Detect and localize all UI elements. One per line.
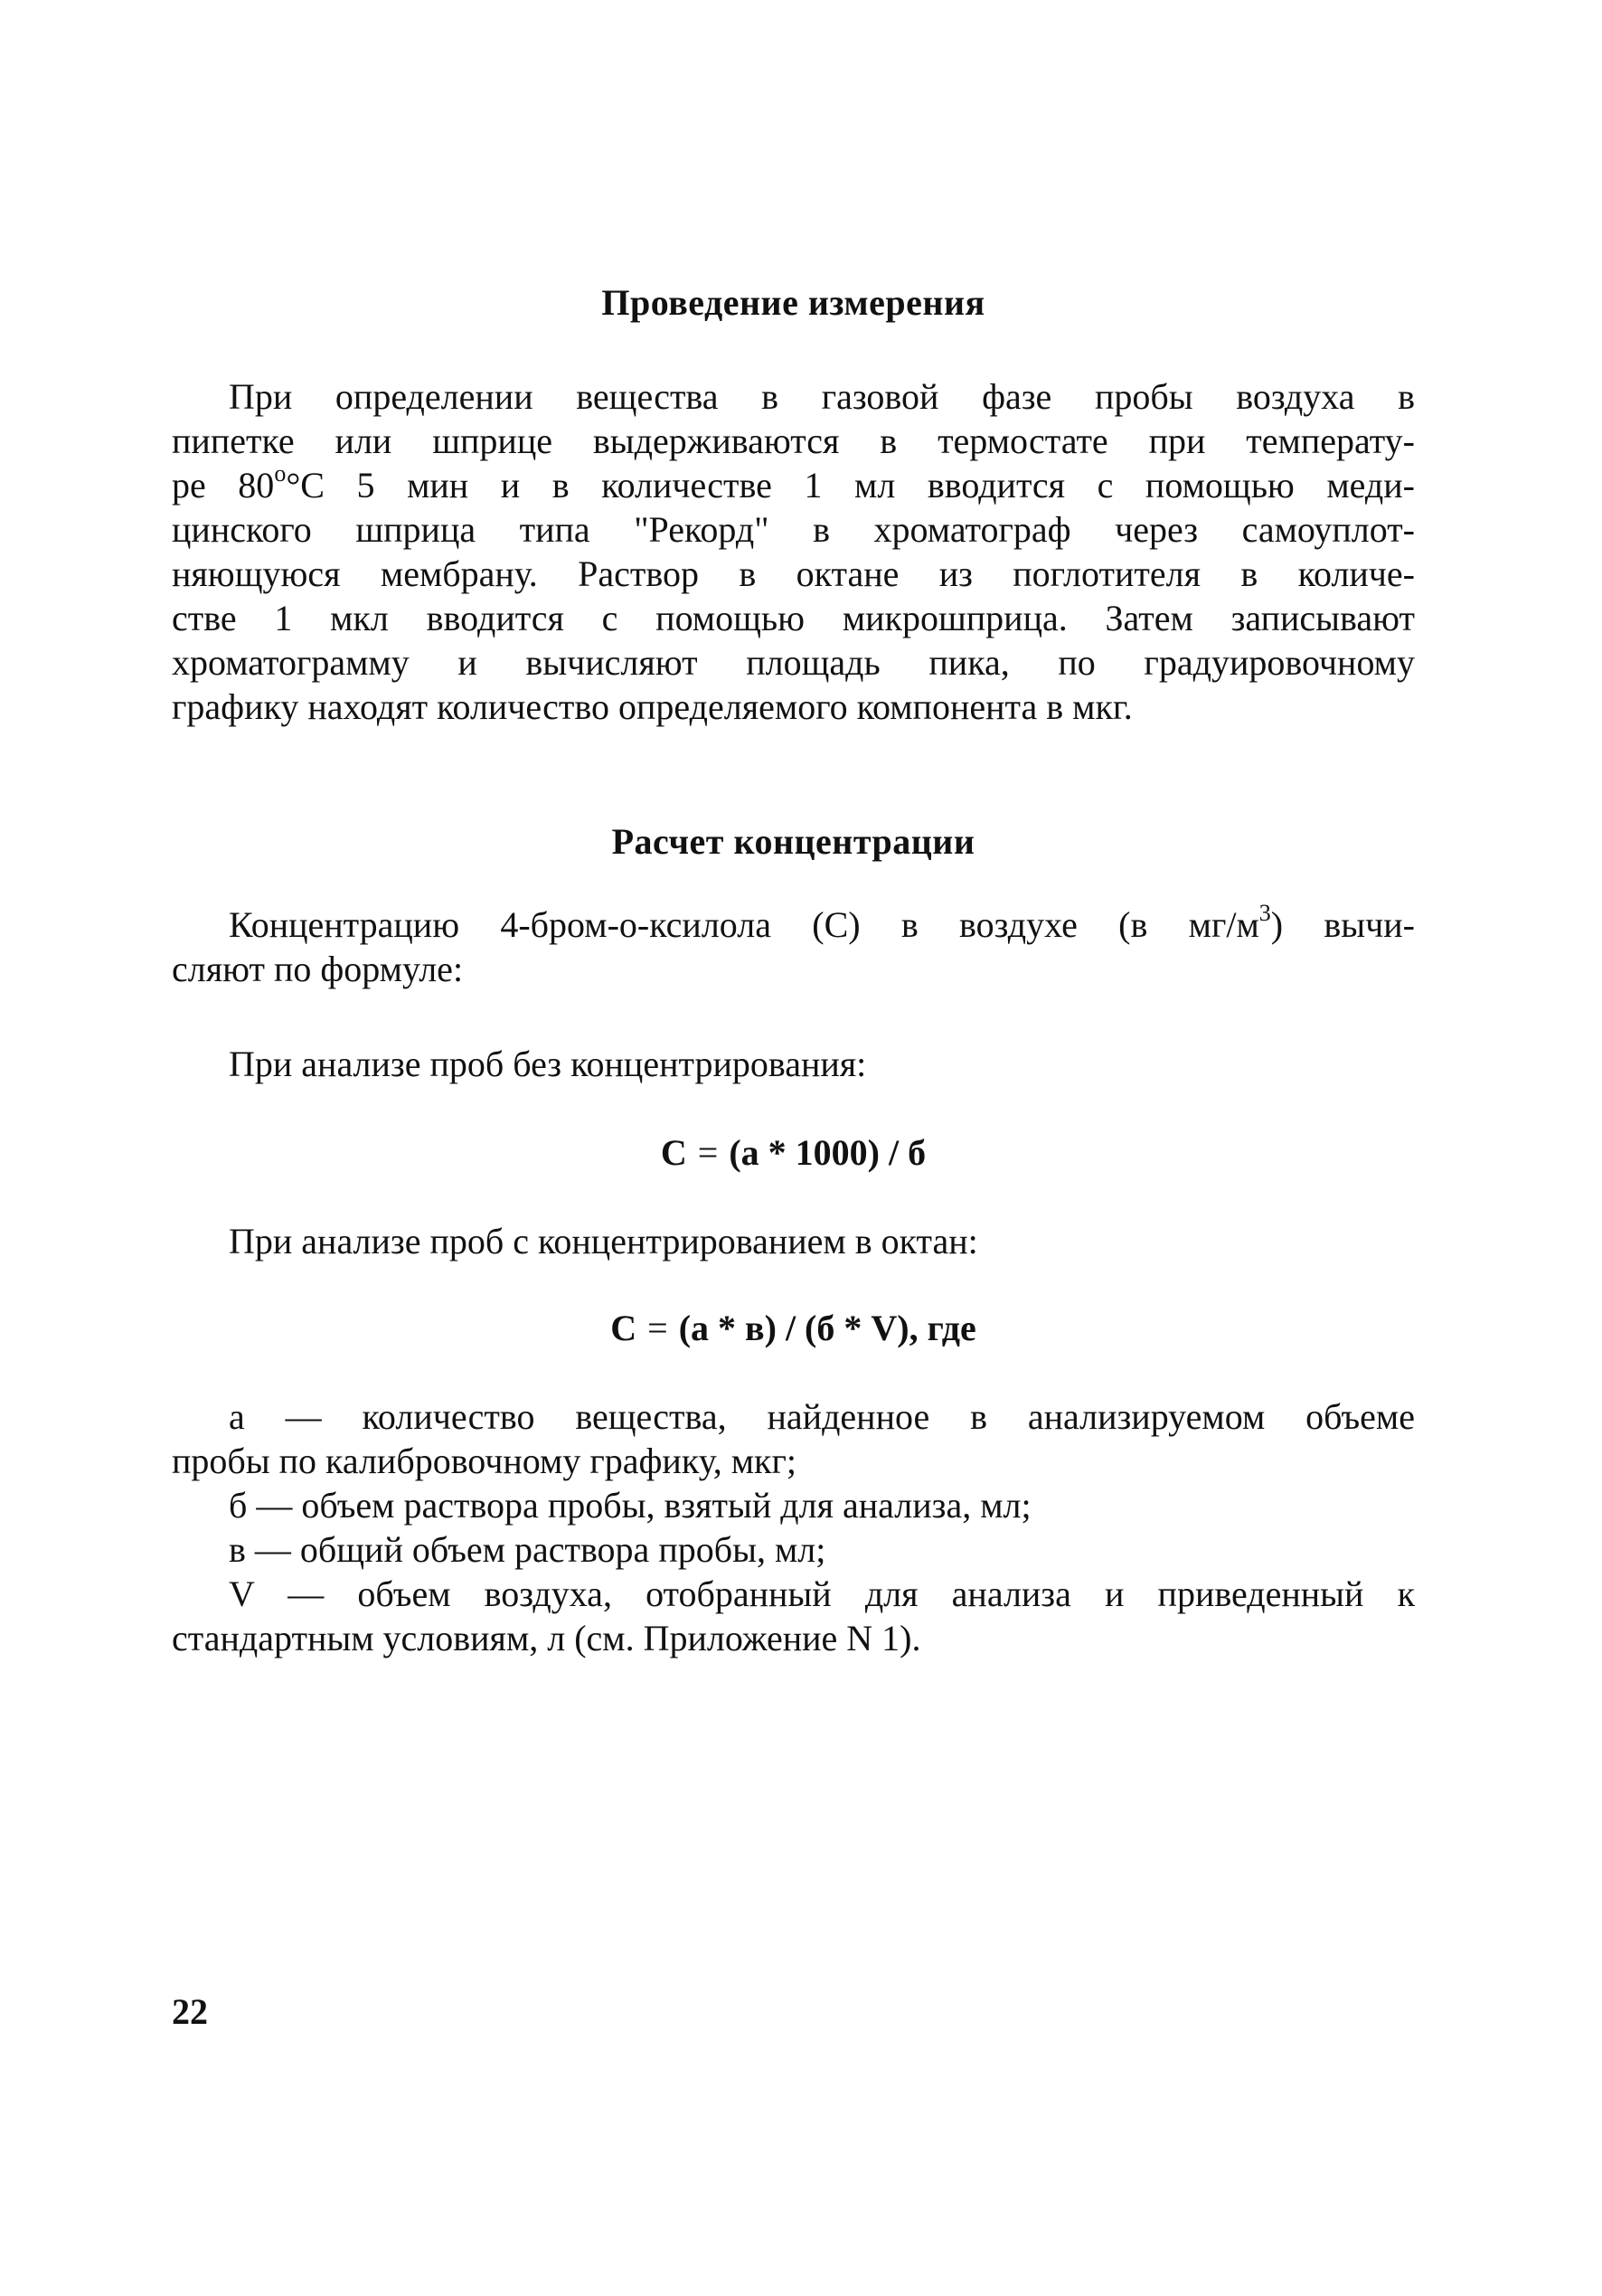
calculation-intro [172, 899, 1415, 991]
page-number: 22 [172, 1991, 208, 2032]
degree-superscript: о [274, 459, 287, 487]
section-title-calculation: Расчет концентрации [611, 821, 975, 862]
paragraph-line: пипетке или шприце выдерживаются в термостате при температу- [172, 420, 1415, 461]
measurement-paragraph [172, 374, 1415, 729]
paragraph-line: ре $80^о^\circ С$ 5 мин и в количестве 1 мл вводится с помощью меди- [172, 459, 1415, 505]
cubic-superscript: 3 [1258, 899, 1271, 926]
variable-definitions [172, 1394, 1415, 1660]
definition-a-cont: пробы по калибровочному графику, мкг; [172, 1441, 796, 1481]
definition-v: в — общий объем раствора пробы, мл; [229, 1529, 826, 1570]
section-title-measurement: Проведение измерения [601, 282, 985, 323]
paragraph-line: стве 1 мкл вводится с помощью микрошприца. Затем записывают [172, 598, 1415, 638]
paragraph-line: няющуюся мембрану. Раствор в октане из поглотителя в количе- [172, 553, 1415, 594]
intro-line: Концентрацию 4-бром-о-ксилола (С) в воздухе (в $мг/м^3$) вычи- [229, 899, 1415, 945]
definition-V: V — объем воздуха, отобранный для анализа и приведенный к [229, 1573, 1415, 1614]
definition-a: а — количество вещества, найденное в анализируемом объеме [229, 1396, 1415, 1437]
formula-2: С = (а * в) / (б * V), где [610, 1308, 976, 1348]
intro-line: сляют по формуле: [172, 949, 464, 989]
paragraph-line: графику находят количество определяемого компонента в мкг. [172, 686, 1133, 727]
case-with-concentration: При анализе проб с концентрированием в октан: [229, 1221, 978, 1261]
paragraph-line: При определении вещества в газовой фазе пробы воздуха в [229, 376, 1415, 417]
definition-b: б — объем раствора пробы, взятый для анализа, мл; [229, 1485, 1032, 1526]
paragraph-line: хроматограмму и вычисляют площадь пика, по градуировочному [172, 642, 1415, 683]
paragraph-line: цинского шприца типа "Рекорд" в хроматограф через самоуплот- [172, 509, 1415, 550]
definition-V-cont: стандартным условиям, л (см. Приложение N 1). [172, 1618, 921, 1658]
formula-1: С = (а * 1000) / б [660, 1132, 927, 1173]
case-without-concentration: При анализе проб без концентрирования: [229, 1044, 867, 1084]
